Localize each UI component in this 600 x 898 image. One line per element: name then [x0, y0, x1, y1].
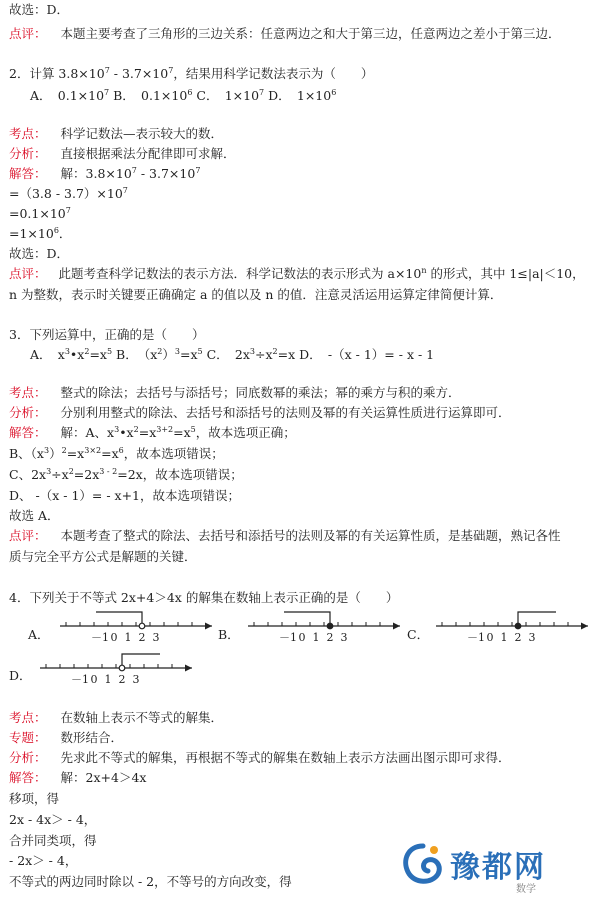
- tick-label: 3: [340, 631, 348, 644]
- q4-step3: 2x - 4x＞ - 4，: [9, 812, 97, 827]
- tick-label: －1: [71, 673, 89, 686]
- tick-label: －1: [467, 631, 485, 644]
- q3-step-c: C、$2x^3\div x^2=2x^{3 - 2}=2x$，故本选项错误；: [9, 467, 243, 482]
- q4-opt-a-label: A．: [28, 627, 50, 642]
- prev-answer: 故选：D．: [9, 2, 70, 17]
- q2-fenxi: 分析： 直接根据乘法分配律即可求解．: [9, 146, 236, 161]
- q2-step4: $=1\times 10^6$．: [9, 226, 72, 241]
- tick-label: 2: [118, 673, 126, 686]
- tick-label: 3: [528, 631, 536, 644]
- number-line-d: [40, 648, 202, 693]
- q2-dianping: 点评： 此题考查科学记数法的表示方法．科学记数法的表示形式为 $a\times 10^n$ 的形式，其中 1≤|a|＜10，: [9, 266, 585, 281]
- q2-options: A． $0.1\times 10^7$ B． $0.1\times 10^6$ C． $1\times 10^7$ D． $1\times 10^6$: [30, 88, 337, 103]
- q2-step3: $=0.1\times 10^7$: [9, 206, 71, 221]
- tick-label: 0: [90, 673, 98, 686]
- q3-step-b: B、$(x^3)^2=x^{3\times 2}=x^6$，故本选项错误；: [9, 446, 224, 461]
- q3-stem: 3．下列运算中，正确的是（ ）: [9, 327, 205, 342]
- q4-stem: 4．下列关于不等式 2x+4＞4x 的解集在数轴上表示正确的是（ ）: [9, 590, 399, 605]
- solution-bracket: [122, 654, 160, 668]
- tick-label: 0: [110, 631, 118, 644]
- tick-label: 2: [514, 631, 522, 644]
- tick-label: 1: [124, 631, 132, 644]
- q3-step-d: D、 -（x - 1）= - x+1，故本选项错误；: [9, 488, 241, 503]
- solution-bracket: [518, 612, 556, 626]
- tick-label: 3: [152, 631, 160, 644]
- q3-options: A． $x^3•x^2=x^5$ B． $(x^2)^3=x^5$ C． $2x^3\div x^2=x$ D． -（x - 1）= - x - 1: [30, 347, 435, 362]
- number-line-a: [60, 606, 222, 651]
- q4-opt-c-label: C．: [407, 627, 430, 642]
- watermark-brand: 豫都网: [450, 850, 546, 885]
- q3-dianping: 点评： 本题考查了整式的除法、去括号和添括号的法则及幂的有关运算性质，是基础题，熟记各性: [9, 528, 561, 543]
- q2-step2: $=(3.8 - 3.7)\times 10^7$: [9, 186, 128, 201]
- number-line-svg: [248, 606, 410, 648]
- number-line-svg: [60, 606, 222, 648]
- q2-kaodian: 考点： 科学记数法—表示较大的数．: [9, 126, 224, 141]
- tick-label: 2: [326, 631, 334, 644]
- q2-stem: 2．计算 $3.8\times 10^7 - 3.7\times 10^7$，结果用科学记数法表示为（ ）: [9, 66, 374, 81]
- endpoint-dot: [515, 623, 521, 629]
- q4-step6: 不等式的两边同时除以 - 2，不等号的方向改变，得: [9, 874, 292, 889]
- q4-opt-d-label: D．: [9, 668, 32, 683]
- q3-jieda: 解答： 解：A、$x^3•x^2=x^{3+2}=x^5$，故本选项正确；: [9, 425, 296, 440]
- tick-label: 1: [104, 673, 112, 686]
- q4-fenxi: 分析： 先求此不等式的解集，再根据不等式的解集在数轴上表示方法画出图示即可求得．: [9, 750, 511, 765]
- axis-arrow-icon: [393, 623, 400, 630]
- number-line-svg: [436, 606, 598, 648]
- q4-step5: - 2x＞ - 4，: [9, 853, 78, 868]
- q2-dianping-2: n 为整数，表示时关键要正确确定 a 的值以及 n 的值．注意灵活运用运算定律简便计算．: [9, 287, 503, 302]
- tick-label: 2: [138, 631, 146, 644]
- comment-label: 点评：: [9, 26, 47, 41]
- q4-jieda: 解答： 解：2x+4＞4x: [9, 770, 147, 785]
- axis-arrow-icon: [185, 665, 192, 672]
- axis-arrow-icon: [581, 623, 588, 630]
- tick-label: 1: [500, 631, 508, 644]
- site-watermark: [398, 838, 598, 898]
- swirl-logo-icon: [398, 840, 448, 890]
- tick-label: 0: [486, 631, 494, 644]
- endpoint-dot: [139, 623, 145, 629]
- solution-bracket: [96, 612, 142, 626]
- axis-arrow-icon: [205, 623, 212, 630]
- tick-label: －1: [91, 631, 109, 644]
- tick-label: 3: [132, 673, 140, 686]
- q3-fenxi: 分析： 分别利用整式的除法、去括号和添括号的法则及幂的有关运算性质进行运算即可．: [9, 405, 511, 420]
- q3-answer: 故选 A．: [9, 508, 60, 523]
- q4-opt-b-label: B．: [218, 627, 240, 642]
- q4-step4: 合并同类项，得: [9, 833, 97, 848]
- q3-dianping-2: 质与完全平方公式是解题的关键．: [9, 549, 197, 564]
- tick-label: －1: [279, 631, 297, 644]
- q4-zhuanti: 专题： 数形结合．: [9, 730, 124, 745]
- q4-step2: 移项，得: [9, 791, 60, 806]
- q3-kaodian: 考点： 整式的除法；去括号与添括号；同底数幂的乘法；幂的乘方与积的乘方．: [9, 385, 461, 400]
- tick-label: 1: [312, 631, 320, 644]
- solution-bracket: [284, 612, 330, 626]
- tick-label: 0: [298, 631, 306, 644]
- q2-jieda: 解答： 解：$3.8\times 10^7 - 3.7\times 10^7$: [9, 166, 201, 181]
- number-line-b: [248, 606, 410, 651]
- endpoint-dot: [327, 623, 333, 629]
- q2-answer: 故选：D．: [9, 246, 70, 261]
- q4-kaodian: 考点： 在数轴上表示不等式的解集．: [9, 710, 224, 725]
- watermark-small: 数学: [516, 884, 536, 895]
- prev-comment: [9, 26, 561, 42]
- number-line-svg: [40, 648, 202, 690]
- comment-text: 本题主要考查了三角形的三边关系：任意两边之和大于第三边，任意两边之差小于第三边．: [60, 26, 561, 41]
- number-line-c: [436, 606, 598, 651]
- endpoint-dot: [119, 665, 125, 671]
